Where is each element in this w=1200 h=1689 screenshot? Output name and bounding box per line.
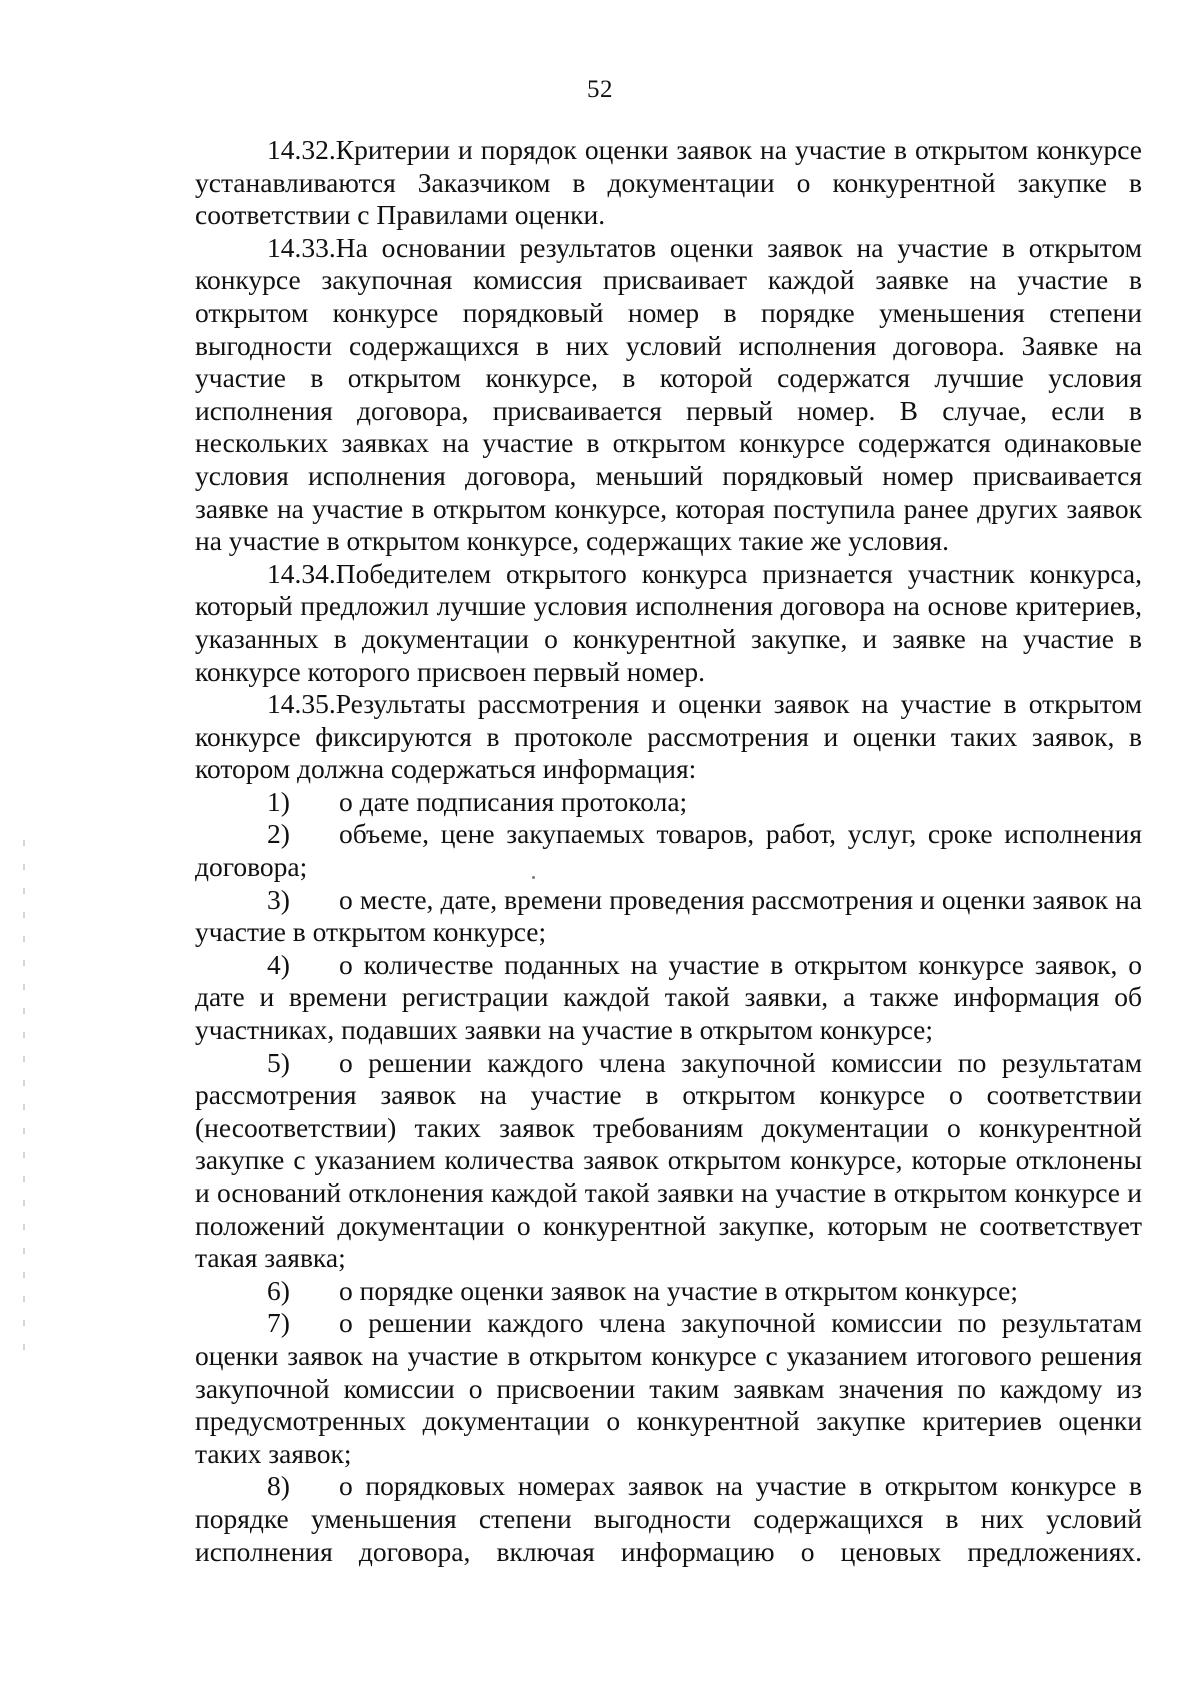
list-item-number: 3): [267, 883, 290, 915]
list-item-text: о порядке оценки заявок на участие в открытом конкурсе;: [339, 1274, 1018, 1306]
list-item: [195, 1275, 1142, 1308]
list-item-text: о решении каждого члена закупочной комиссии по результатам рассмотрения заявок на участие в открытом конкурсе о соответствии (несоответствии) таких заявок требованиям документации о конкурентной закупке с указанием количества заявок открытом конкурсе, которые отклонены и оснований отклонения каждой такой заявки на участие в открытом конкурсе и положений документации о конкурентной закупке, которым не соответствует такая заявка;: [195, 1046, 1142, 1274]
list-item: [195, 949, 1142, 1047]
list-item-number: 8): [267, 1470, 290, 1502]
list-item-text: о дате подписания протокола;: [339, 785, 688, 817]
list-item-number: 7): [267, 1307, 290, 1339]
list-item-number: 1): [267, 785, 290, 817]
paragraph-14-34: [195, 558, 1142, 688]
paragraph-14-35: [195, 688, 1142, 786]
paragraph-text: 14.34.Победителем открытого конкурса признается участник конкурса, который предложил лучшие условия исполнения договора на основе критериев, указанных в документации о конкурентной закупке, и заявке на участие в конкурсе которого присвоен первый номер.: [195, 557, 1142, 687]
list-item-number: 6): [267, 1274, 290, 1306]
list-item: [195, 1047, 1142, 1275]
list-item-text: о количестве поданных на участие в открытом конкурсе заявок, о дате и времени регистрации каждой такой заявки, а также информация об участниках, подавших заявки на участие в открытом конкурсе;: [195, 948, 1142, 1046]
paragraph-text: 14.32.Критерии и порядок оценки заявок на участие в открытом конкурсе устанавливаются Заказчиком в документации о конкурентной закупке в соответствии с Правилами оценки.: [195, 134, 1142, 231]
page-number: 52: [587, 76, 613, 103]
list-item-number: 4): [267, 948, 290, 980]
list-item-number: 5): [267, 1046, 290, 1078]
list-item: [195, 1470, 1142, 1568]
paragraph-text: 14.35.Результаты рассмотрения и оценки заявок на участие в открытом конкурсе фиксируются в протоколе рассмотрения и оценки таких заявок, в котором должна содержаться информация:: [195, 688, 1142, 785]
paragraph-14-33: [195, 232, 1142, 558]
list-item-text: о месте, дате, времени проведения рассмотрения и оценки заявок на участие в открытом конкурсе;: [195, 883, 1142, 948]
list-item-text: объеме, цене закупаемых товаров, работ, услуг, сроке исполнения договора;: [195, 818, 1142, 883]
paragraph-text: 14.33.На основании результатов оценки заявок на участие в открытом конкурсе закупочная комиссия присваивает каждой заявке на участие в открытом конкурсе порядковый номер в порядке уменьшения степени выгодности содержащихся в них условий исполнения договора. Заявке на участие в открытом конкурсе, в которой содержатся лучшие условия исполнения договора, присваивается первый номер. В случае, если в нескольких заявках на участие в открытом конкурсе содержатся одинаковые условия исполнения договора, меньший порядковый номер присваивается заявке на участие в открытом конкурсе, которая поступила ранее других заявок на участие в открытом конкурсе, содержащих такие же условия.: [195, 231, 1142, 557]
scan-margin-marks: [23, 840, 25, 1360]
list-item: [195, 786, 1142, 819]
list-item-text: о решении каждого члена закупочной комиссии по результатам оценки заявок на участие в открытом конкурсе с указанием итогового решения закупочной комиссии о присвоении таким заявкам значения по каждому из предусмотренных документации о конкурентной закупке критериев оценки таких заявок;: [195, 1307, 1142, 1469]
list-item: [195, 884, 1142, 949]
scan-speck: [532, 876, 535, 879]
list-item: [195, 818, 1142, 883]
list-item: [195, 1307, 1142, 1470]
paragraph-14-32: [195, 134, 1142, 232]
list-item-number: 2): [267, 818, 290, 850]
document-body: [195, 134, 1142, 1568]
list-item-text: о порядковых номерах заявок на участие в открытом конкурсе в порядке уменьшения степени выгодности содержащихся в них условий исполнения договора, включая информацию о ценовых предложениях.: [195, 1470, 1142, 1567]
